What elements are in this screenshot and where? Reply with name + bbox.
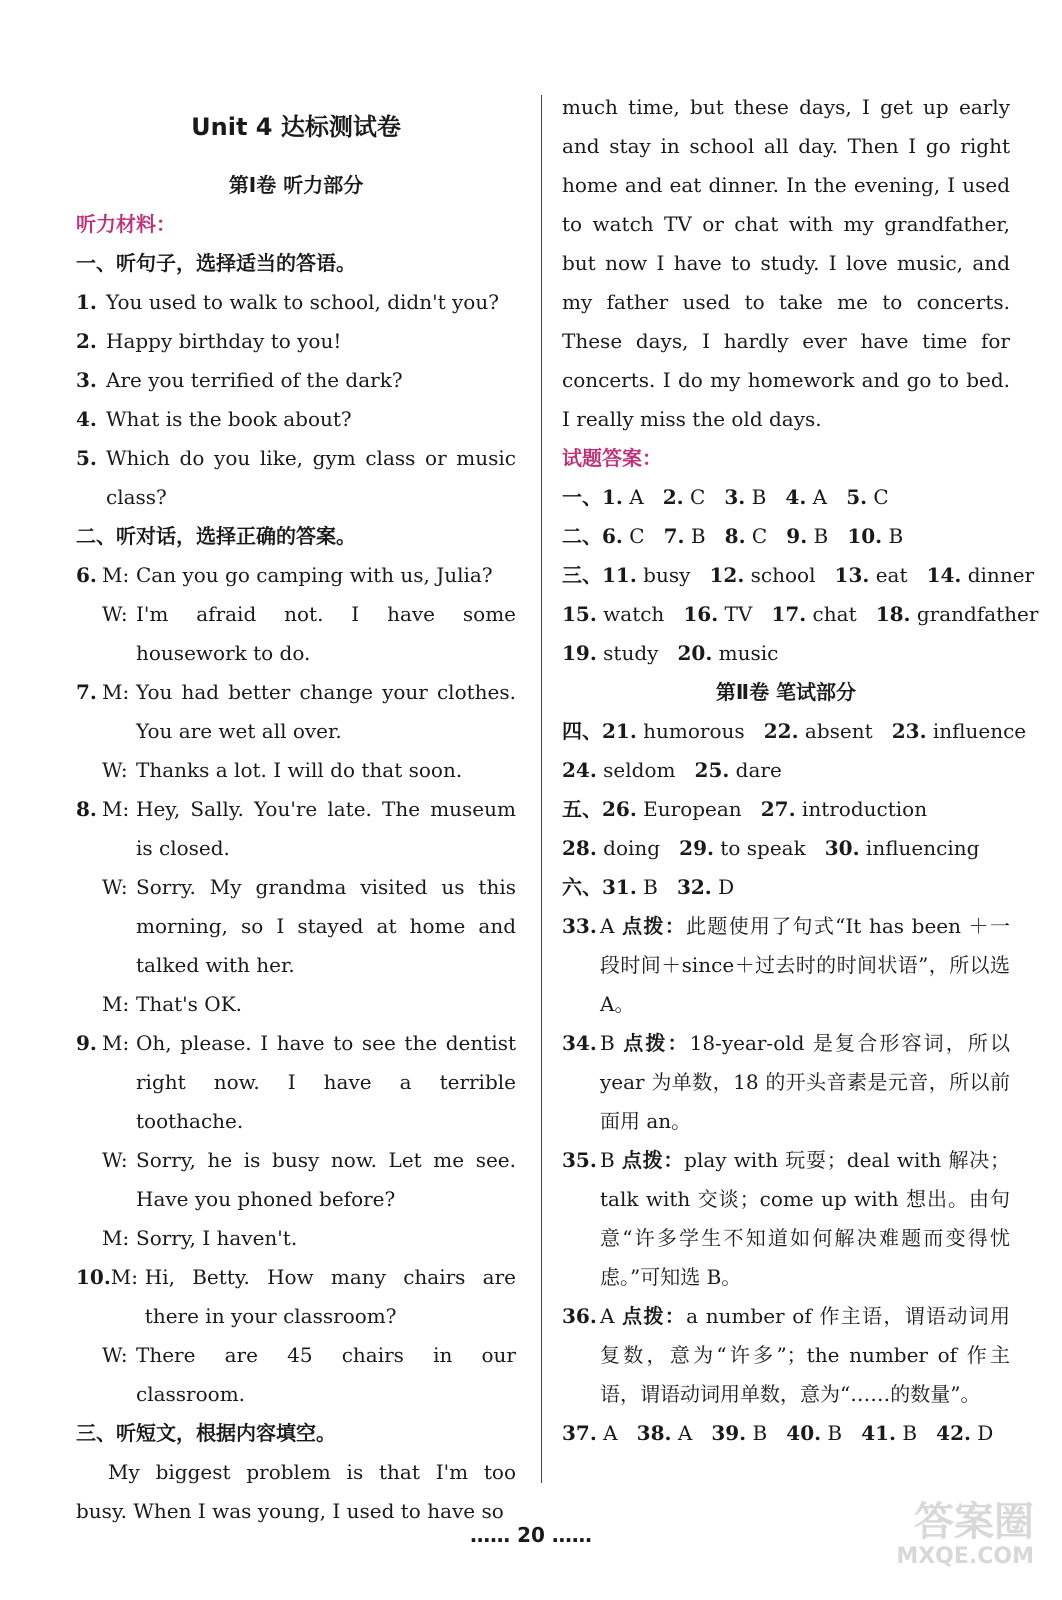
speaker-label: M: xyxy=(102,1031,130,1055)
answer-value: influence xyxy=(926,719,1027,743)
answer-value: to speak xyxy=(713,836,825,860)
explanation-text: 18-year-old 是复合形容词，所以 year 为单数，18 的开头音素是元音，所以前面用 an。 xyxy=(600,1031,1011,1133)
dialog-line xyxy=(76,1141,516,1219)
column-divider xyxy=(541,95,542,1483)
answer-number: 2. xyxy=(662,485,684,509)
speaker-label: W: xyxy=(102,875,128,899)
item-text: What is the book about? xyxy=(106,407,352,431)
answer-value: B xyxy=(896,1421,937,1445)
section-prefix: 六、 xyxy=(562,875,602,899)
answer-row xyxy=(562,595,1039,634)
dialog-line xyxy=(76,1024,516,1141)
explanation-body xyxy=(600,1141,1010,1297)
explanation-text: 此题使用了句式“It has been ＋一段时间＋since＋过去时的时间状语”，所以选 A。 xyxy=(600,914,1010,1016)
section-3-heading: 三、听短文，根据内容填空。 xyxy=(76,1421,336,1445)
answer-number: 32. xyxy=(676,875,712,899)
section-1-heading: 一、听句子，选择适当的答语。 xyxy=(76,251,356,275)
answer-value: A xyxy=(622,485,663,509)
answer-row xyxy=(562,829,1010,868)
dialog-number xyxy=(76,751,102,790)
answer-row xyxy=(562,517,1010,556)
answer-value: B xyxy=(746,1421,787,1445)
answer-value: C xyxy=(745,524,787,548)
answer-letter: A xyxy=(600,1304,623,1328)
answer-value: D xyxy=(711,875,735,899)
answer-number: 41. xyxy=(861,1421,897,1445)
dialog-text: Hi, Betty. How many chairs are there in your classroom? xyxy=(144,1265,516,1328)
answer-row xyxy=(562,751,1010,790)
section-prefix: 三、 xyxy=(562,563,602,587)
answer-number: 11. xyxy=(602,563,637,587)
speaker-label: W: xyxy=(102,602,128,626)
item-number: 2. xyxy=(76,329,97,353)
dialog-text: Thanks a lot. I will do that soon. xyxy=(136,758,463,782)
item-number: 33. xyxy=(562,914,597,938)
item-text: You used to walk to school, didn't you? xyxy=(106,290,499,314)
page-title: Unit 4 达标测试卷 xyxy=(191,113,401,141)
dialog-text: That's OK. xyxy=(136,992,242,1016)
answer-row xyxy=(562,790,1010,829)
dialog-line xyxy=(76,751,516,790)
dialog-number xyxy=(76,1219,102,1258)
item-number: 36. xyxy=(562,1304,597,1328)
answer-value: C xyxy=(622,524,664,548)
answer-number: 8. xyxy=(724,524,746,548)
explanation-body xyxy=(600,1024,1010,1141)
sentence-item xyxy=(76,283,516,322)
answer-value: B xyxy=(821,1421,862,1445)
answers-label: 试题答案： xyxy=(562,446,662,470)
answer-number: 14. xyxy=(926,563,962,587)
dialog-text: Oh, please. I have to see the dentist right now. I have a terrible toothache. xyxy=(136,1031,516,1133)
answer-number: 5. xyxy=(846,485,868,509)
dialog-text: Sorry. My grandma visited us this morning, so I stayed at home and talked with her. xyxy=(136,875,516,977)
dialog-text: Sorry, he is busy now. Let me see. Have you phoned before? xyxy=(136,1148,516,1211)
tip-label: 点拨： xyxy=(621,1148,685,1172)
answer-number: 22. xyxy=(763,719,799,743)
explanation-body xyxy=(600,907,1010,1024)
watermark-url: MXQE.COM xyxy=(896,1544,1034,1569)
dialog-line xyxy=(76,985,516,1024)
answer-list xyxy=(562,478,1039,673)
sentence-item xyxy=(76,439,516,517)
explanation-text: a number of 作主语，谓语动词用复数，意为“许多”；the number of 作主语，谓语动词用单数，意为“……的数量”。 xyxy=(600,1304,1010,1406)
answer-number: 37. xyxy=(562,1421,597,1445)
explanation-item xyxy=(562,1141,1010,1297)
section-prefix: 五、 xyxy=(562,797,602,821)
dialog-number xyxy=(76,868,102,985)
dialog-number: 10. xyxy=(76,1265,111,1289)
explanation-item xyxy=(562,1024,1010,1141)
answer-value: C xyxy=(867,485,889,509)
answer-number: 16. xyxy=(683,602,719,626)
dialog-number xyxy=(76,595,102,673)
answer-number: 3. xyxy=(724,485,746,509)
part1-title: 第Ⅰ卷 听力部分 xyxy=(228,173,364,197)
answer-number: 7. xyxy=(663,524,685,548)
answer-value: B xyxy=(807,524,848,548)
explanation-item xyxy=(562,1297,1010,1414)
answer-value: doing xyxy=(596,836,680,860)
passage-part-2: much time, but these days, I get up early and stay in school all day. Then I go right home and eat dinner. In the evening, I used to watch TV or chat with my grandfather, but now I have to study. I love music, and my father used to take me to concerts. These days, I hardly ever have time for concerts. I do my homework and go to bed. I really miss the old days. xyxy=(562,95,1010,431)
answer-value: A xyxy=(596,1421,637,1445)
answer-number: 17. xyxy=(771,602,807,626)
tip-label: 点拨： xyxy=(622,914,687,938)
answer-value: absent xyxy=(798,719,892,743)
item-text: Happy birthday to you! xyxy=(106,329,342,353)
sentence-item xyxy=(76,400,516,439)
answer-letter: B xyxy=(600,1031,624,1055)
speaker-label: M: xyxy=(102,992,130,1016)
page-number: …… 20 …… xyxy=(470,1523,592,1547)
answer-value: B xyxy=(636,875,677,899)
answer-value: dare xyxy=(729,758,782,782)
speaker-label: M: xyxy=(102,797,130,821)
answer-number: 31. xyxy=(602,875,637,899)
answer-value: chat xyxy=(806,602,876,626)
dialog-number xyxy=(76,985,102,1024)
speaker-label: M: xyxy=(102,1226,130,1250)
explanation-text: play with 玩耍；deal with 解决；talk with 交谈；come up with 想出。由句意“许多学生不知道如何解决难题而变得忧虑。”可知选 B。 xyxy=(600,1148,1010,1289)
answer-value: European xyxy=(636,797,761,821)
answer-value: A xyxy=(671,1421,712,1445)
dialog-number: 9. xyxy=(76,1031,97,1055)
answer-number: 40. xyxy=(786,1421,822,1445)
answer-number: 4. xyxy=(785,485,807,509)
answer-number: 39. xyxy=(711,1421,747,1445)
dialog-text: There are 45 chairs in our classroom. xyxy=(136,1343,516,1406)
answer-value: watch xyxy=(596,602,684,626)
answer-value: D xyxy=(970,1421,994,1445)
explanation-body xyxy=(600,1297,1010,1414)
answer-number: 25. xyxy=(694,758,730,782)
answer-value: B xyxy=(684,524,725,548)
answer-value: seldom xyxy=(596,758,695,782)
answer-value: B xyxy=(882,524,904,548)
answer-number: 6. xyxy=(602,524,623,548)
dialog-line xyxy=(76,868,516,985)
speaker-label: M: xyxy=(102,563,130,587)
answer-number: 9. xyxy=(786,524,808,548)
answer-value: B xyxy=(745,485,786,509)
dialog-text: Can you go camping with us, Julia? xyxy=(136,563,493,587)
speaker-label: W: xyxy=(102,1148,128,1172)
answer-number: 1. xyxy=(602,485,623,509)
answer-number: 18. xyxy=(875,602,911,626)
dialog-line xyxy=(76,595,516,673)
dialog-text: I'm afraid not. I have some housework to do. xyxy=(136,602,516,665)
left-column xyxy=(76,88,516,1531)
dialog-text: Hey, Sally. You're late. The museum is closed. xyxy=(136,797,516,860)
dialog-text: You had better change your clothes. You are wet all over. xyxy=(136,680,516,743)
answer-number: 27. xyxy=(760,797,796,821)
explanation-item xyxy=(562,907,1010,1024)
sentence-item xyxy=(76,322,516,361)
explanation-list xyxy=(562,907,1010,1414)
section-2-heading: 二、听对话，选择正确的答案。 xyxy=(76,524,356,548)
answer-value: influencing xyxy=(859,836,980,860)
answer-letter: A xyxy=(600,914,623,938)
answer-value: humorous xyxy=(636,719,764,743)
tip-label: 点拨： xyxy=(623,1031,690,1055)
speaker-label: W: xyxy=(102,1343,128,1367)
answer-number: 12. xyxy=(709,563,745,587)
answer-value: grandfather xyxy=(910,602,1039,626)
answer-row xyxy=(562,478,1010,517)
dialog-line xyxy=(76,673,516,751)
answer-letter: B xyxy=(600,1148,622,1172)
answer-number: 13. xyxy=(834,563,870,587)
answer-value: introduction xyxy=(795,797,928,821)
answer-row xyxy=(562,634,1010,673)
section-prefix: 四、 xyxy=(562,719,602,743)
dialog-line xyxy=(76,1336,516,1414)
listening-label: 听力材料： xyxy=(76,212,176,236)
dialog-line xyxy=(76,790,516,868)
dialog-text: Sorry, I haven't. xyxy=(136,1226,298,1250)
answer-number: 20. xyxy=(677,641,713,665)
answer-number: 30. xyxy=(824,836,860,860)
section-prefix: 二、 xyxy=(562,524,602,548)
dialog-number: 6. xyxy=(76,563,97,587)
answer-value: TV xyxy=(718,602,772,626)
item-number: 4. xyxy=(76,407,97,431)
watermark-text: 答案圈 xyxy=(914,1499,1034,1545)
answer-number: 15. xyxy=(562,602,597,626)
answer-row xyxy=(562,556,1035,595)
answer-number: 29. xyxy=(679,836,714,860)
section-prefix: 一、 xyxy=(562,485,602,509)
item-number: 35. xyxy=(562,1148,597,1172)
speaker-label: M: xyxy=(102,680,130,704)
dialog-number xyxy=(76,1141,102,1219)
answer-number: 24. xyxy=(562,758,597,782)
answer-number: 38. xyxy=(636,1421,672,1445)
answer-list-2 xyxy=(562,712,1027,907)
right-column xyxy=(562,88,1039,1453)
answer-value: eat xyxy=(869,563,927,587)
answer-number: 42. xyxy=(936,1421,971,1445)
watermark-logo xyxy=(896,1500,1034,1570)
answer-row-last xyxy=(562,1414,1010,1453)
answer-value: dinner xyxy=(961,563,1035,587)
dialog-line xyxy=(76,1258,516,1336)
answer-number: 26. xyxy=(602,797,637,821)
item-number: 5. xyxy=(76,446,97,470)
answer-value: music xyxy=(712,641,779,665)
answer-number: 28. xyxy=(562,836,597,860)
item-text: Are you terrified of the dark? xyxy=(106,368,403,392)
dialog-line xyxy=(76,556,516,595)
answer-row xyxy=(562,868,1010,907)
tip-label: 点拨： xyxy=(622,1304,687,1328)
item-number: 34. xyxy=(562,1031,597,1055)
item-text: Which do you like, gym class or music class? xyxy=(106,446,516,509)
item-number: 1. xyxy=(76,290,97,314)
item-number: 3. xyxy=(76,368,97,392)
answer-number: 23. xyxy=(891,719,927,743)
sentence-item xyxy=(76,361,516,400)
answer-value: A xyxy=(806,485,847,509)
dialog-number: 7. xyxy=(76,680,97,704)
answer-value: study xyxy=(596,641,678,665)
answer-value: busy xyxy=(636,563,710,587)
passage-part-1: My biggest problem is that I'm too busy. When I was young, I used to have so xyxy=(76,1460,516,1523)
answer-value: C xyxy=(683,485,725,509)
dialog-line xyxy=(76,1219,516,1258)
answer-row xyxy=(562,712,1027,751)
answer-number: 19. xyxy=(562,641,597,665)
answer-number: 10. xyxy=(847,524,883,548)
answer-value: school xyxy=(744,563,835,587)
speaker-label: W: xyxy=(102,758,128,782)
dialog-number xyxy=(76,1336,102,1414)
part2-title: 第Ⅱ卷 笔试部分 xyxy=(715,680,857,704)
sentence-list xyxy=(76,283,516,517)
dialog-list xyxy=(76,556,516,1414)
dialog-number: 8. xyxy=(76,797,97,821)
answer-number: 21. xyxy=(602,719,637,743)
speaker-label: M: xyxy=(110,1265,139,1289)
